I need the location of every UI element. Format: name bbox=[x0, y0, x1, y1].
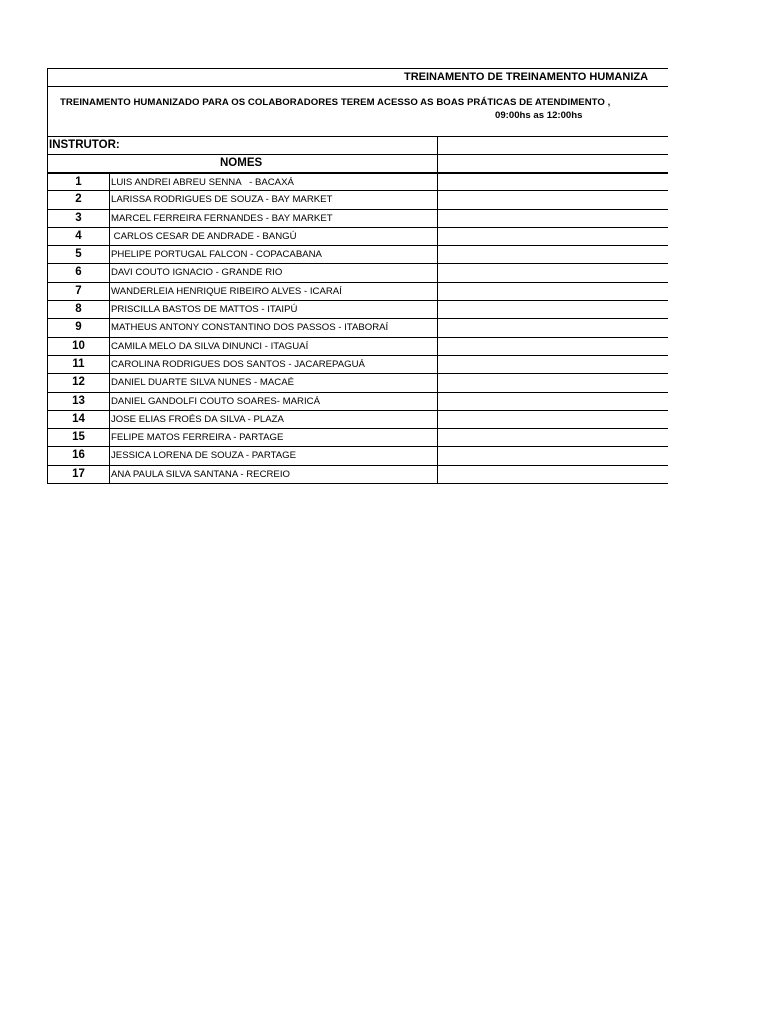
instructor-value-cell bbox=[437, 136, 668, 155]
row-number: 1 bbox=[47, 173, 110, 191]
signature-cell bbox=[437, 338, 668, 356]
table-row bbox=[47, 338, 668, 356]
participant-name: DAVI COUTO IGNACIO - GRANDE RIO bbox=[109, 264, 438, 282]
signature-cell bbox=[437, 447, 668, 465]
row-number: 12 bbox=[47, 374, 110, 392]
names-column-header: NOMES bbox=[47, 154, 438, 173]
row-number: 17 bbox=[47, 466, 110, 484]
signature-cell bbox=[437, 466, 668, 484]
signature-cell bbox=[437, 264, 668, 282]
table-row bbox=[47, 283, 668, 301]
attendance-sheet bbox=[47, 68, 668, 484]
document-subtitle: TREINAMENTO HUMANIZADO PARA OS COLABORADORES TEREM ACESSO AS BOAS PRÁTICAS DE ATENDIMENTO , bbox=[60, 97, 611, 108]
table-row bbox=[47, 301, 668, 319]
row-number: 13 bbox=[47, 393, 110, 411]
participant-name: DANIEL DUARTE SILVA NUNES - MACAÉ bbox=[109, 374, 438, 392]
signature-cell bbox=[437, 246, 668, 264]
participant-name: WANDERLEIA HENRIQUE RIBEIRO ALVES - ICARAÍ bbox=[109, 283, 438, 301]
participant-list bbox=[47, 173, 668, 484]
participant-name: ANA PAULA SILVA SANTANA - RECREIO bbox=[109, 466, 438, 484]
row-number: 10 bbox=[47, 338, 110, 356]
instructor-label: INSTRUTOR: bbox=[47, 136, 438, 155]
signature-cell bbox=[437, 319, 668, 337]
table-row bbox=[47, 466, 668, 484]
signature-cell bbox=[437, 393, 668, 411]
table-row bbox=[47, 319, 668, 337]
row-number: 3 bbox=[47, 210, 110, 228]
participant-name: PHELIPE PORTUGAL FALCON - COPACABANA bbox=[109, 246, 438, 264]
participant-name: DANIEL GANDOLFI COUTO SOARES- MARICÁ bbox=[109, 393, 438, 411]
table-row bbox=[47, 264, 668, 282]
signature-column-header bbox=[437, 154, 668, 173]
signature-cell bbox=[437, 210, 668, 228]
participant-name: JESSICA LORENA DE SOUZA - PARTAGE bbox=[109, 447, 438, 465]
table-row bbox=[47, 191, 668, 209]
signature-cell bbox=[437, 173, 668, 191]
row-number: 16 bbox=[47, 447, 110, 465]
description-box bbox=[47, 86, 668, 137]
table-row bbox=[47, 246, 668, 264]
schedule-time: 09:00hs as 12:00hs bbox=[495, 110, 583, 121]
row-number: 14 bbox=[47, 411, 110, 429]
signature-cell bbox=[437, 429, 668, 447]
row-number: 6 bbox=[47, 264, 110, 282]
participant-name: LARISSA RODRIGUES DE SOUZA - BAY MARKET bbox=[109, 191, 438, 209]
participant-name: PRISCILLA BASTOS DE MATTOS - ITAIPÚ bbox=[109, 301, 438, 319]
table-row bbox=[47, 374, 668, 392]
signature-cell bbox=[437, 191, 668, 209]
signature-cell bbox=[437, 356, 668, 374]
participant-name: CARLOS CESAR DE ANDRADE - BANGÚ bbox=[109, 228, 438, 246]
row-number: 7 bbox=[47, 283, 110, 301]
participant-name: MATHEUS ANTONY CONSTANTINO DOS PASSOS - ITABORAÍ bbox=[109, 319, 438, 337]
row-number: 15 bbox=[47, 429, 110, 447]
signature-cell bbox=[437, 283, 668, 301]
table-row bbox=[47, 173, 668, 191]
participant-name: MARCEL FERREIRA FERNANDES - BAY MARKET bbox=[109, 210, 438, 228]
participant-name: CAMILA MELO DA SILVA DINUNCI - ITAGUAÍ bbox=[109, 338, 438, 356]
row-number: 11 bbox=[47, 356, 110, 374]
participant-name: JOSE ELIAS FROÉS DA SILVA - PLAZA bbox=[109, 411, 438, 429]
row-number: 5 bbox=[47, 246, 110, 264]
table-row bbox=[47, 429, 668, 447]
row-number: 2 bbox=[47, 191, 110, 209]
signature-cell bbox=[437, 411, 668, 429]
table-row bbox=[47, 447, 668, 465]
table-row bbox=[47, 393, 668, 411]
document-title: TREINAMENTO DE TREINAMENTO HUMANIZA bbox=[47, 68, 668, 87]
table-row bbox=[47, 411, 668, 429]
participant-name: LUIS ANDREI ABREU SENNA - BACAXÁ bbox=[109, 173, 438, 191]
table-row bbox=[47, 356, 668, 374]
signature-cell bbox=[437, 374, 668, 392]
table-row bbox=[47, 228, 668, 246]
participant-name: CAROLINA RODRIGUES DOS SANTOS - JACAREPAGUÁ bbox=[109, 356, 438, 374]
row-number: 9 bbox=[47, 319, 110, 337]
signature-cell bbox=[437, 301, 668, 319]
participant-name: FELIPE MATOS FERREIRA - PARTAGE bbox=[109, 429, 438, 447]
signature-cell bbox=[437, 228, 668, 246]
row-number: 4 bbox=[47, 228, 110, 246]
table-row bbox=[47, 210, 668, 228]
row-number: 8 bbox=[47, 301, 110, 319]
